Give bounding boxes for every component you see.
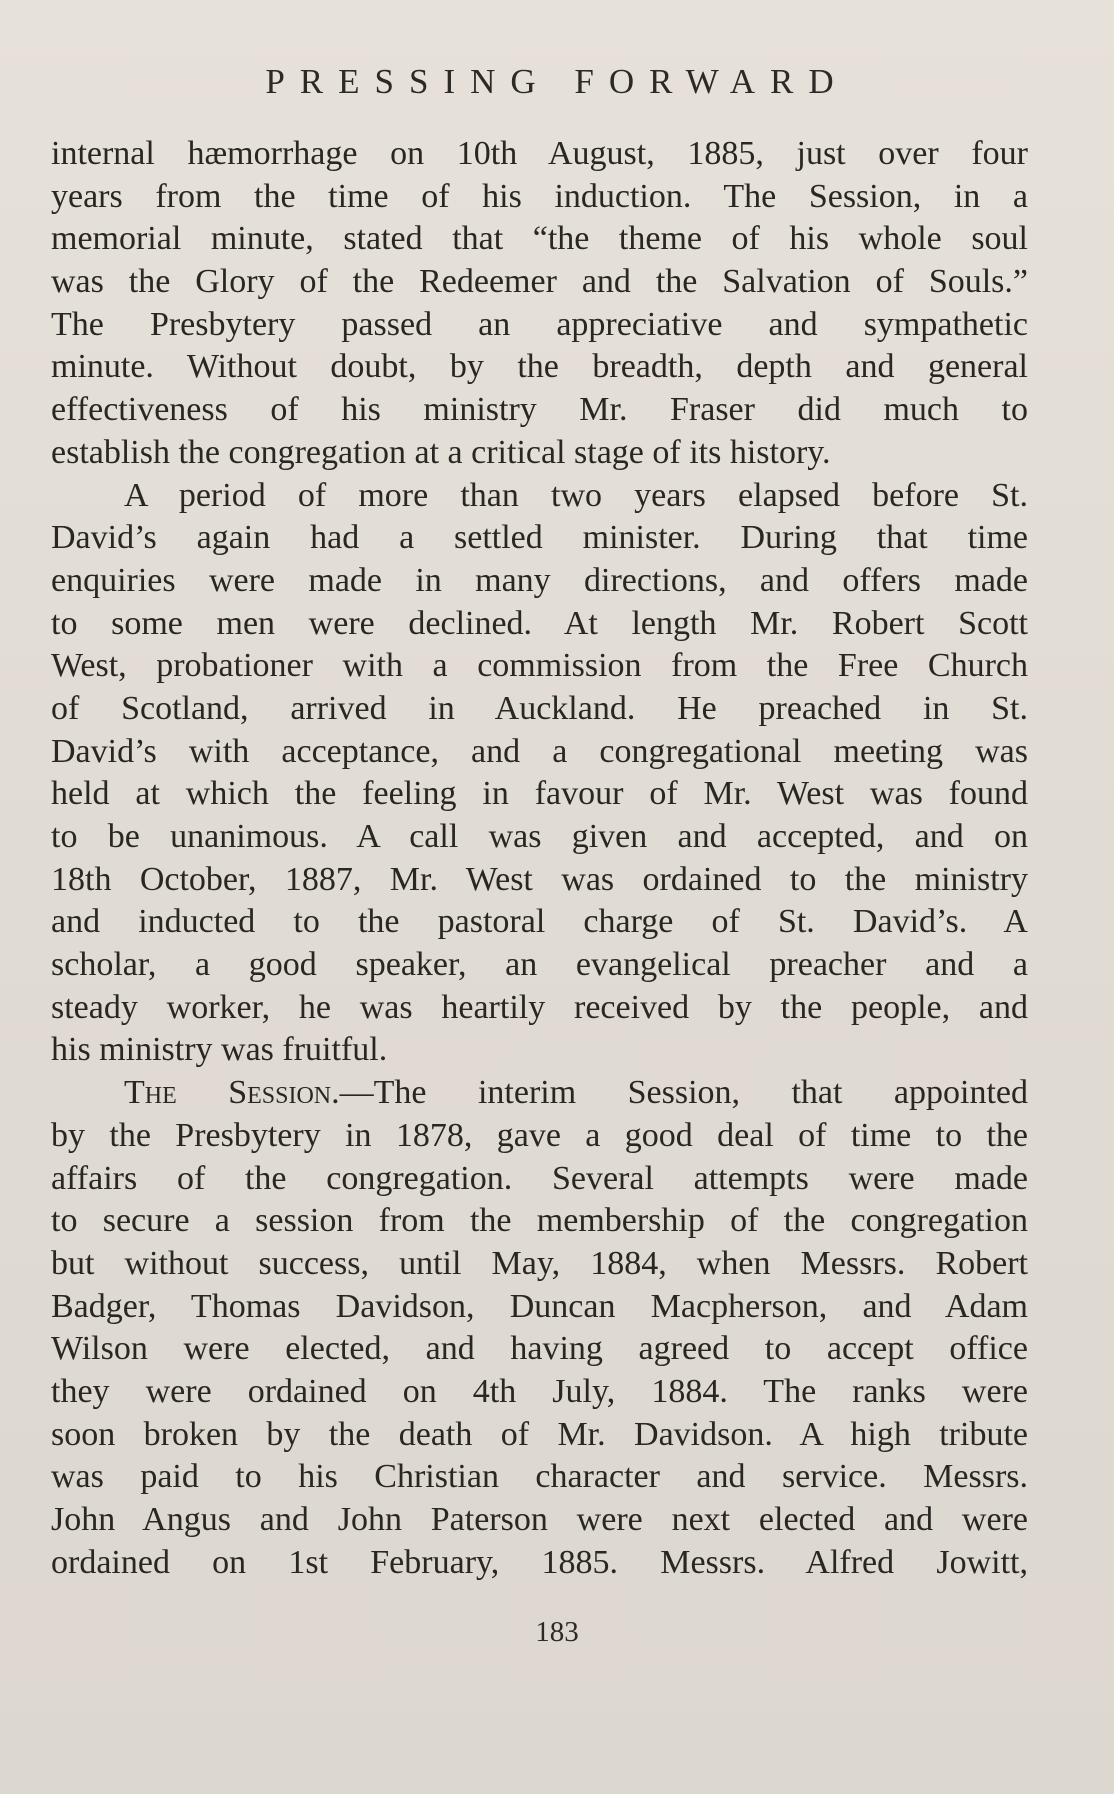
text-line: to be unanimous. A call was given and accepted, and on xyxy=(51,818,1028,855)
text-line: his ministry was fruitful. xyxy=(51,1031,388,1069)
section-heading: The Session. xyxy=(124,1074,340,1112)
section-heading-line xyxy=(51,1072,1028,1115)
text-line: by the Presbytery in 1878, gave a good deal of time to the xyxy=(51,1116,1028,1154)
text-line: held at which the feeling in favour of Mr. West was found xyxy=(51,775,1028,813)
text-line: to secure a session from the membership of the congregation xyxy=(51,1202,1028,1240)
text-line: was the Glory of the Redeemer and the Salvation of Souls.” xyxy=(51,263,1028,301)
text-line: ordained on 1st February, 1885. Messrs. Alfred Jowitt, xyxy=(51,1543,1028,1581)
text-line: and inducted to the pastoral charge of St. David’s. A xyxy=(51,903,1028,941)
paragraph-first-line: A period of more than two years elapsed before St. xyxy=(124,476,1028,514)
running-title: PRESSING FORWARD xyxy=(265,62,849,101)
text-line: internal hæmorrhage on 10th August, 1885, just over four xyxy=(51,135,1028,172)
text-line: enquiries were made in many directions, and offers made xyxy=(51,561,1028,599)
text-line: West, probationer with a commission from the Free Church xyxy=(51,647,1028,685)
text-line: soon broken by the death of Mr. Davidson. A high tribute xyxy=(51,1415,1028,1453)
text-line: steady worker, he was heartily received by the people, and xyxy=(51,988,1028,1026)
body-text xyxy=(51,133,1028,1584)
text-line: scholar, a good speaker, an evangelical preacher and a xyxy=(51,946,1028,984)
page-number: 183 xyxy=(535,1616,579,1648)
text-line: effectiveness of his ministry Mr. Fraser did much to xyxy=(51,391,1028,429)
text-line: memorial minute, stated that “the theme of his whole soul xyxy=(51,220,1028,258)
text-line: The Presbytery passed an appreciative and sympathetic xyxy=(51,305,1028,343)
text-line: establish the congregation at a critical stage of its history. xyxy=(51,433,831,471)
text-line: David’s again had a settled minister. During that time xyxy=(51,519,1028,557)
text-line: affairs of the congregation. Several attempts were made xyxy=(51,1159,1028,1197)
text-line: years from the time of his induction. The Session, in a xyxy=(51,177,1028,215)
text-line: John Angus and John Paterson were next elected and were xyxy=(51,1501,1028,1538)
text-line: they were ordained on 4th July, 1884. The ranks were xyxy=(51,1372,1028,1410)
text-line: David’s with acceptance, and a congregational meeting was xyxy=(51,732,1028,770)
text-line: Badger, Thomas Davidson, Duncan Macpherson, and Adam xyxy=(51,1287,1028,1325)
text-line: Wilson were elected, and having agreed to accept office xyxy=(51,1330,1028,1368)
text-line: of Scotland, arrived in Auckland. He preached in St. xyxy=(51,689,1028,727)
section-heading-text: —The interim Session, that appointed xyxy=(339,1074,1028,1112)
text-line: was paid to his Christian character and service. Messrs. xyxy=(51,1458,1028,1496)
text-line: but without success, until May, 1884, when Messrs. Robert xyxy=(51,1244,1028,1282)
text-line: to some men were declined. At length Mr. Robert Scott xyxy=(51,604,1028,642)
text-line: minute. Without doubt, by the breadth, depth and general xyxy=(51,348,1028,386)
text-line: 18th October, 1887, Mr. West was ordained to the ministry xyxy=(51,860,1028,898)
